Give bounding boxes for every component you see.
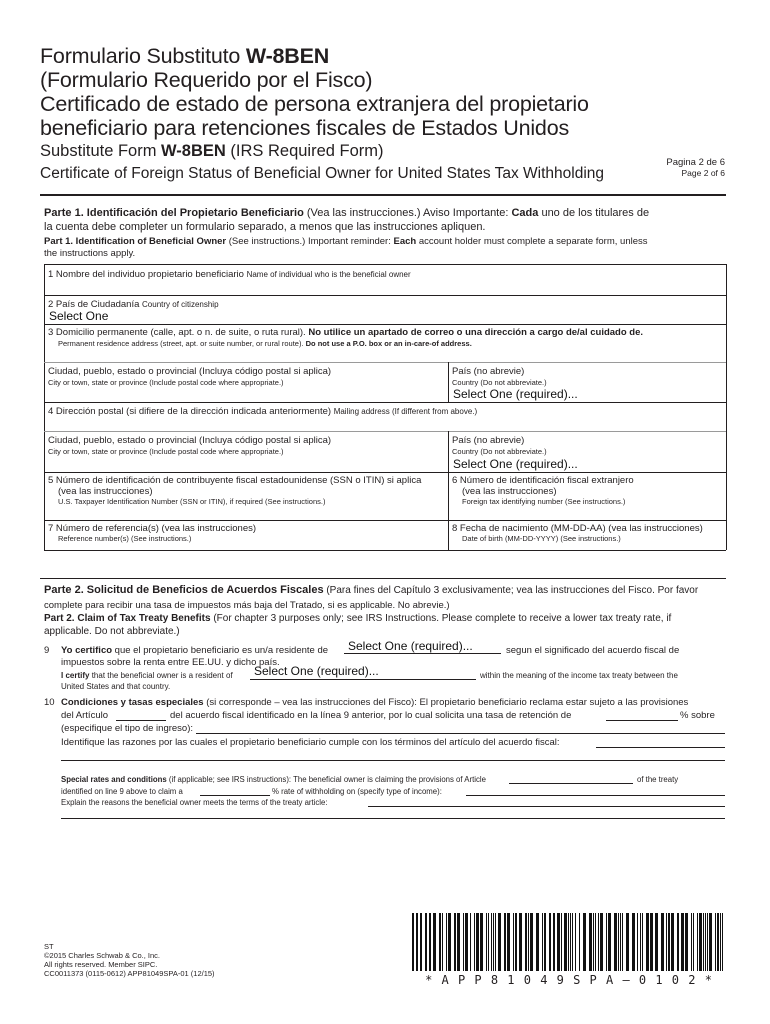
barcode-bar xyxy=(570,913,571,971)
title-es-line-3: Certificado de estado de persona extranjera del propietario xyxy=(40,92,589,116)
us-tin-input[interactable] xyxy=(45,507,445,519)
barcode-bar xyxy=(474,913,475,971)
barcode-bar xyxy=(470,913,471,971)
barcode-bar xyxy=(709,913,712,971)
line-10-en: Special rates and conditions (if applicable; see IRS instructions): The beneficial owner is claiming the provisions of Article xyxy=(61,775,486,784)
col-divider-1 xyxy=(448,362,449,402)
barcode-bar xyxy=(715,913,716,971)
barcode-bar xyxy=(661,913,664,971)
date-of-birth-input[interactable] xyxy=(449,543,725,549)
treaty-reasons-es-input[interactable] xyxy=(596,747,725,748)
barcode-bar xyxy=(707,913,708,971)
barcode-bar xyxy=(608,913,611,971)
withholding-rate-en-input[interactable] xyxy=(200,795,270,796)
title-es-line-2: (Formulario Requerido por el Fisco) xyxy=(40,68,373,92)
barcode-bar xyxy=(491,913,492,971)
line-10-es: Condiciones y tasas especiales (si corresponde – vea las instrucciones del Fisco): El propietario beneficiario reclama estar sujeto a las provisiones xyxy=(61,697,689,708)
barcode-bar xyxy=(655,913,658,971)
barcode-bar xyxy=(620,913,621,971)
line-9-underline-1 xyxy=(344,653,501,654)
barcode-bar xyxy=(416,913,418,971)
table-right-line xyxy=(726,264,727,550)
barcode-bar xyxy=(598,913,599,971)
barcode-bar xyxy=(454,913,456,971)
barcode-bar xyxy=(433,913,436,971)
barcode-bar xyxy=(557,913,560,971)
barcode-bar xyxy=(549,913,551,971)
barcode xyxy=(410,913,728,975)
page-number-es: Pagina 2 de 6 xyxy=(666,157,725,168)
barcode-bar xyxy=(666,913,667,971)
barcode-bar xyxy=(544,913,546,971)
barcode-bar xyxy=(622,913,623,971)
barcode-bar xyxy=(640,913,641,971)
part1-heading-en-2: the instructions apply. xyxy=(44,248,136,259)
barcode-bar xyxy=(561,913,562,971)
footer-line-2: ©2015 Charles Schwab & Co., Inc. xyxy=(44,951,161,960)
row-line-5 xyxy=(44,431,726,432)
barcode-bar xyxy=(685,913,688,971)
barcode-bar xyxy=(693,913,694,971)
barcode-bar xyxy=(668,913,670,971)
row-line-4 xyxy=(44,402,726,403)
barcode-bar xyxy=(606,913,607,971)
barcode-bar xyxy=(429,913,431,971)
barcode-bar xyxy=(448,913,451,971)
field-5-label-en: U.S. Taxpayer Identification Number (SSN or ITIN), if required (See instructions.) xyxy=(58,497,326,506)
foreign-tin-input[interactable] xyxy=(449,507,725,519)
barcode-bar xyxy=(626,913,629,971)
barcode-bar xyxy=(493,913,494,971)
income-type-es-input[interactable] xyxy=(196,733,725,734)
city2-label-es: Ciudad, pueblo, estado o provincial (Incluya código postal si aplica) xyxy=(48,435,332,446)
barcode-bar xyxy=(564,913,567,971)
article-number-es-input[interactable] xyxy=(116,720,166,721)
part2-divider xyxy=(40,578,726,579)
barcode-bar xyxy=(476,913,479,971)
line-10-es-2b: del acuerdo fiscal identificado en la línea 9 anterior, por lo cual solicita una tasa de retención de xyxy=(170,710,572,721)
barcode-bar xyxy=(498,913,501,971)
row-line-2 xyxy=(44,324,726,325)
line-9-en: I certify that the beneficial owner is a resident of xyxy=(61,671,233,680)
part1-heading-en: Part 1. Identification of Beneficial Owner (See instructions.) Important reminder: Each account holder must complete a separate form, unless xyxy=(44,236,648,247)
barcode-bar xyxy=(513,913,514,971)
barcode-bar xyxy=(446,913,447,971)
permanent-address-input[interactable] xyxy=(45,349,725,361)
barcode-bar xyxy=(637,913,638,971)
country-label-es: País (no abrevie) xyxy=(452,366,525,377)
line-9-es-3: impuestos sobre la renta entre EE.UU. y dicho país. xyxy=(61,657,280,668)
mailing-country-select[interactable]: Select One (required)... xyxy=(453,457,578,471)
field-8-label-en: Date of birth (MM-DD-YYYY) (See instructions.) xyxy=(462,534,621,543)
barcode-text: * A P P 8 1 0 4 9 S P A – 0 1 0 2 * xyxy=(425,973,713,987)
barcode-bar xyxy=(525,913,527,971)
barcode-bar xyxy=(507,913,510,971)
barcode-bar xyxy=(589,913,592,971)
barcode-bar xyxy=(488,913,489,971)
barcode-bar xyxy=(465,913,468,971)
line-10-es-3: (especifique el tipo de ingreso): xyxy=(61,723,194,734)
line-10-es-2c: % sobre xyxy=(680,710,715,721)
line-9-en-3: United States and that country. xyxy=(61,682,171,691)
barcode-bar xyxy=(536,913,539,971)
barcode-bar xyxy=(703,913,704,971)
barcode-bar xyxy=(530,913,533,971)
row-line-7 xyxy=(44,520,726,521)
income-type-en-input[interactable] xyxy=(466,795,725,796)
city2-label-en: City or town, state or province (Include postal code where appropriate.) xyxy=(48,447,284,456)
title-es-line-4: beneficiario para retenciones fiscales de Estados Unidos xyxy=(40,116,569,140)
row-line-6 xyxy=(44,472,726,473)
barcode-bar xyxy=(495,913,496,971)
line-9-es: Yo certifico que el propietario beneficiario es un/a residente de xyxy=(61,645,329,656)
line-10-en-1b: of the treaty xyxy=(637,775,679,784)
field-7-label-en: Reference number(s) (See instructions.) xyxy=(58,534,192,543)
line-10-num: 10 xyxy=(44,697,55,708)
table-bottom-line xyxy=(44,550,726,551)
barcode-bar xyxy=(600,913,603,971)
line-10-en-2a: identified on line 9 above to claim a xyxy=(61,787,183,796)
residence-country-select[interactable]: Select One (required)... xyxy=(453,387,578,401)
footer-line-1: ST xyxy=(44,942,54,951)
part1-heading-es-2: la cuenta debe completer un formulario separado, a menos que las instrucciones apliquen. xyxy=(44,221,486,233)
field-5-label-es-2: (vea las instrucciones) xyxy=(58,486,153,497)
barcode-bar xyxy=(579,913,580,971)
title-en-line-1: Substitute Form W-8BEN (IRS Required Form) xyxy=(40,142,384,160)
barcode-bar xyxy=(568,913,569,971)
city-label-en: City or town, state or province (Include postal code where appropriate.) xyxy=(48,378,284,387)
mailing-city-input[interactable] xyxy=(45,457,445,469)
line-10-en-3: Explain the reasons the beneficial owner meets the terms of the treaty article: xyxy=(61,798,328,807)
barcode-bar xyxy=(642,913,643,971)
barcode-bar xyxy=(722,913,723,971)
beneficial-owner-name-input[interactable] xyxy=(45,280,725,294)
header-divider xyxy=(40,194,726,196)
barcode-bar xyxy=(515,913,517,971)
part2-heading-en: Part 2. Claim of Tax Treaty Benefits (For chapter 3 purposes only; see IRS Instructions. Please complete to receive a lower tax treaty rate, if xyxy=(44,613,672,624)
barcode-bar xyxy=(681,913,684,971)
barcode-bar xyxy=(572,913,573,971)
barcode-bar xyxy=(480,913,483,971)
city-label-es: Ciudad, pueblo, estado o provincial (Incluya código postal si aplica) xyxy=(48,366,332,377)
barcode-bar xyxy=(614,913,617,971)
part1-heading-es: Parte 1. Identificación del Propietario Beneficiario (Vea las instrucciones.) Aviso Importante: Cada uno de los titulares de xyxy=(44,207,650,219)
barcode-bar xyxy=(697,913,698,971)
line-9-es-2: segun el significado del acuerdo fiscal de xyxy=(506,645,680,656)
field-1-label: 1 Nombre del individuo propietario beneficiario Name of individual who is the beneficial owner xyxy=(48,269,411,280)
barcode-bar xyxy=(699,913,702,971)
barcode-bar xyxy=(593,913,594,971)
treaty-reasons-es-input-2[interactable] xyxy=(61,760,725,761)
part2-heading-es-2: complete para recibir una tasa de impuestos más baja del Tratado, si es applicable. No abrevie.) xyxy=(44,600,450,611)
barcode-bar xyxy=(457,913,460,971)
part2-heading-es: Parte 2. Solicitud de Beneficios de Acuerdos Fiscales (Para fines del Capítulo 3 exclusivamente; vea las instrucciones del Fisco. Por favor xyxy=(44,584,699,596)
line-10-en-2b: % rate of withholding on (specify type of income): xyxy=(272,787,442,796)
country2-label-en: Country (Do not abbreviate.) xyxy=(452,447,547,456)
footer-info xyxy=(44,942,215,978)
barcode-bar xyxy=(528,913,529,971)
barcode-bar xyxy=(463,913,464,971)
col-divider-2 xyxy=(448,431,449,472)
barcode-bar xyxy=(595,913,596,971)
barcode-bar xyxy=(442,913,443,971)
field-2-label: 2 País de Ciudadanía Country of citizenship xyxy=(48,299,219,310)
barcode-bar xyxy=(618,913,619,971)
barcode-bar xyxy=(677,913,679,971)
line-10-es-4: Identifique las razones por las cuales el propietario beneficiario cumple con los términos del artículo del acuerdo fiscal: xyxy=(61,737,560,748)
field-3-label-en: Permanent residence address (street, apt. or suite number, or rural route). Do not use a P.O. box or an in-care-of address. xyxy=(58,339,472,348)
barcode-bar xyxy=(691,913,692,971)
barcode-bar xyxy=(439,913,441,971)
barcode-bar xyxy=(553,913,555,971)
country-label-en: Country (Do not abbreviate.) xyxy=(452,378,547,387)
field-6-label-es: 6 Número de identificación fiscal extranjero xyxy=(452,475,634,486)
article-number-en-input[interactable] xyxy=(509,783,633,784)
country2-label-es: País (no abrevie) xyxy=(452,435,525,446)
field-8-label-es: 8 Fecha de nacimiento (MM-DD-AA) (vea las instrucciones) xyxy=(452,523,703,534)
barcode-bar xyxy=(717,913,719,971)
field-4-label: 4 Dirección postal (si difiere de la dirección indicada anteriormente) Mailing address (If different from above.) xyxy=(48,406,478,417)
field-6-label-es-2: (vea las instrucciones) xyxy=(462,486,557,497)
barcode-bar xyxy=(705,913,706,971)
barcode-bar xyxy=(425,913,427,971)
treaty-country-select-en[interactable]: Select One (required)... xyxy=(254,664,379,678)
mailing-address-input[interactable] xyxy=(45,418,725,430)
table-top-line xyxy=(44,264,726,265)
title-es-line-1: Formulario Substituto W-8BEN xyxy=(40,44,330,68)
line-9-en-2: within the meaning of the income tax treaty between the xyxy=(480,671,678,680)
title-en-line-2: Certificate of Foreign Status of Beneficial Owner for United States Tax Withholding xyxy=(40,165,605,182)
footer-line-4: CC0011373 (0115-0612) APP81049SPA-01 (12/15) xyxy=(44,969,215,978)
barcode-bar xyxy=(486,913,487,971)
barcode-bar xyxy=(650,913,653,971)
row-line-3 xyxy=(44,362,726,363)
reference-number-input[interactable] xyxy=(45,543,445,549)
field-3-label-es: 3 Domicilio permanente (calle, apt. o n. de suite, o ruta rural). No utilice un apartado de correo o una dirección a cargo de/al cuidado de. xyxy=(48,327,644,338)
page-number-en: Page 2 of 6 xyxy=(681,168,725,178)
barcode-bar xyxy=(632,913,635,971)
barcode-bar xyxy=(412,913,414,971)
footer-line-3: All rights reserved. Member SIPC. xyxy=(44,960,158,969)
barcode-bar xyxy=(504,913,506,971)
treaty-country-select-es[interactable]: Select One (required)... xyxy=(348,639,473,653)
treaty-reasons-en-input-2[interactable] xyxy=(61,818,725,819)
treaty-reasons-en-input[interactable] xyxy=(368,806,725,807)
city-input[interactable] xyxy=(45,388,445,400)
barcode-bar xyxy=(575,913,576,971)
field-5-label-es: 5 Número de identificación de contribuyente fiscal estadounidense (SSN o ITIN) si aplica xyxy=(48,475,422,486)
barcode-bar xyxy=(519,913,522,971)
field-6-label-en: Foreign tax identifying number (See instructions.) xyxy=(462,497,626,506)
withholding-rate-es-input[interactable] xyxy=(606,720,678,721)
barcode-bar xyxy=(420,913,422,971)
field-7-label-es: 7 Número de referencia(s) (vea las instrucciones) xyxy=(48,523,257,534)
citizenship-country-select[interactable]: Select One xyxy=(49,309,109,323)
barcode-bar xyxy=(720,913,721,971)
barcode-bar xyxy=(646,913,649,971)
barcode-bar xyxy=(583,913,586,971)
row-line-1 xyxy=(44,295,726,296)
part2-heading-en-2: applicable. Do not abbreviate.) xyxy=(44,626,180,637)
line-10-es-2a: del Artículo xyxy=(61,710,108,721)
line-9-underline-2 xyxy=(250,679,476,680)
barcode-bar xyxy=(671,913,674,971)
line-9-num: 9 xyxy=(44,645,50,656)
barcode-bar xyxy=(542,913,543,971)
